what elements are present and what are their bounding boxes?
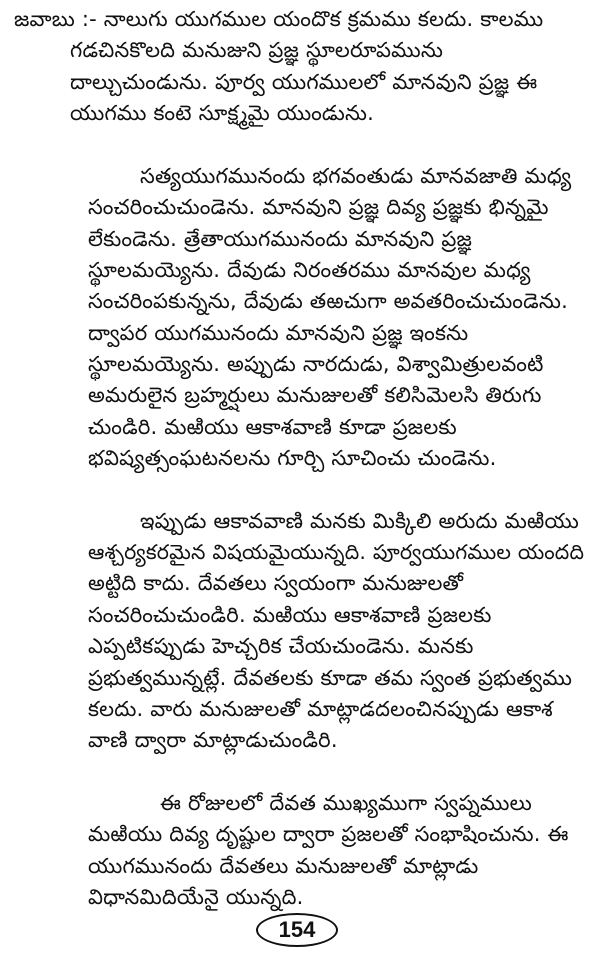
text-line: స్థూలమయ్యెను. దేవుడు నిరంతరము మానవుల మధ్య — [88, 258, 531, 282]
text-line: ఇప్పుడు ఆకావవాణి మనకు మిక్కిలి అరుదు మఱియు — [140, 509, 579, 533]
text-line: సంచరించుచుండిరి. మఱియు ఆకాశవాణి ప్రజలకు — [88, 603, 492, 627]
text-line: కలదు. వారు మనుజులతో మాట్లాడదలంచినప్పుడు ఆకాశ — [88, 697, 553, 721]
text-line: ఎప్పటికప్పుడు హెచ్చరిక చేయచుండెను. మనకు — [88, 634, 474, 658]
text-line: వాణి ద్వారా మాట్లాడుచుండిరి. — [88, 728, 338, 752]
text-line: మఱియు దివ్య దృష్టుల ద్వారా ప్రజలతో సంభాషించును. ఈ — [88, 822, 569, 846]
text-line: లేకుండెను. త్రేతాయుగమునందు మానవుని ప్రజ్ఞ — [88, 227, 473, 251]
text-line: గడచినకొలది మనుజుని ప్రజ్ఞ స్థూలరూపమును — [70, 38, 444, 62]
text-line: ఈ రోజులలో దేవత ముఖ్యముగా స్వప్నములు — [160, 791, 532, 815]
text-line: సత్యయుగమునందు భగవంతుడు మానవజాతి మధ్య — [140, 164, 572, 188]
text-line: అమరులైన బ్రహ్మర్షులు మనుజులతో కలిసిమెలసి తిరుగు — [88, 383, 542, 407]
text-line: భవిష్యత్సంఘటనలను గూర్చి సూచించు చుండెను. — [88, 446, 497, 470]
text-line: ప్రభుత్వమున్నట్లే. దేవతలకు కూడా తమ స్వంత ప్రభుత్వము — [88, 666, 573, 690]
text-line: స్థూలమయ్యెను. అప్పుడు నారదుడు, విశ్వామిత్రులవంటి — [88, 352, 544, 376]
text-line: దాల్చుచుండును. పూర్వ యుగములలో మానవుని ప్రజ్ఞ ఈ — [70, 70, 538, 94]
text-line: యుగమునందు దేవతలు మనుజులతో మాట్లాడు — [88, 854, 479, 878]
page-number-oval — [256, 913, 338, 947]
text-line: అట్టిది కాదు. దేవతలు స్వయంగా మనుజులతో — [88, 571, 464, 595]
page-number: 154 — [278, 917, 316, 942]
text-line: జవాబు :- నాలుగు యుగముల యందొక క్రమము కలదు. కాలము — [14, 7, 544, 31]
text-line: ఆశ్చర్యకరమైన విషయమైయున్నది. పూర్వయుగముల యందది — [88, 540, 585, 564]
text-line: ద్వాపర యుగమునందు మానవుని ప్రజ్ఞ ఇంకను — [88, 321, 469, 345]
text-line: విధానమిదియేనై యున్నది. — [88, 885, 304, 909]
text-line: యుగము కంటె సూక్ష్మమై యుండును. — [70, 101, 375, 125]
text-line: సంచరించుచుండెను. మానవుని ప్రజ్ఞ దివ్య ప్రజ్ఞకు భిన్నమై — [88, 195, 549, 219]
text-line: సంచరింపకున్నను, దేవుడు తఱచుగా అవతరించుచుండెను. — [88, 289, 568, 313]
text-line: చుండిరి. మఱియు ఆకాశవాణి కూడా ప్రజలకు — [88, 415, 457, 439]
